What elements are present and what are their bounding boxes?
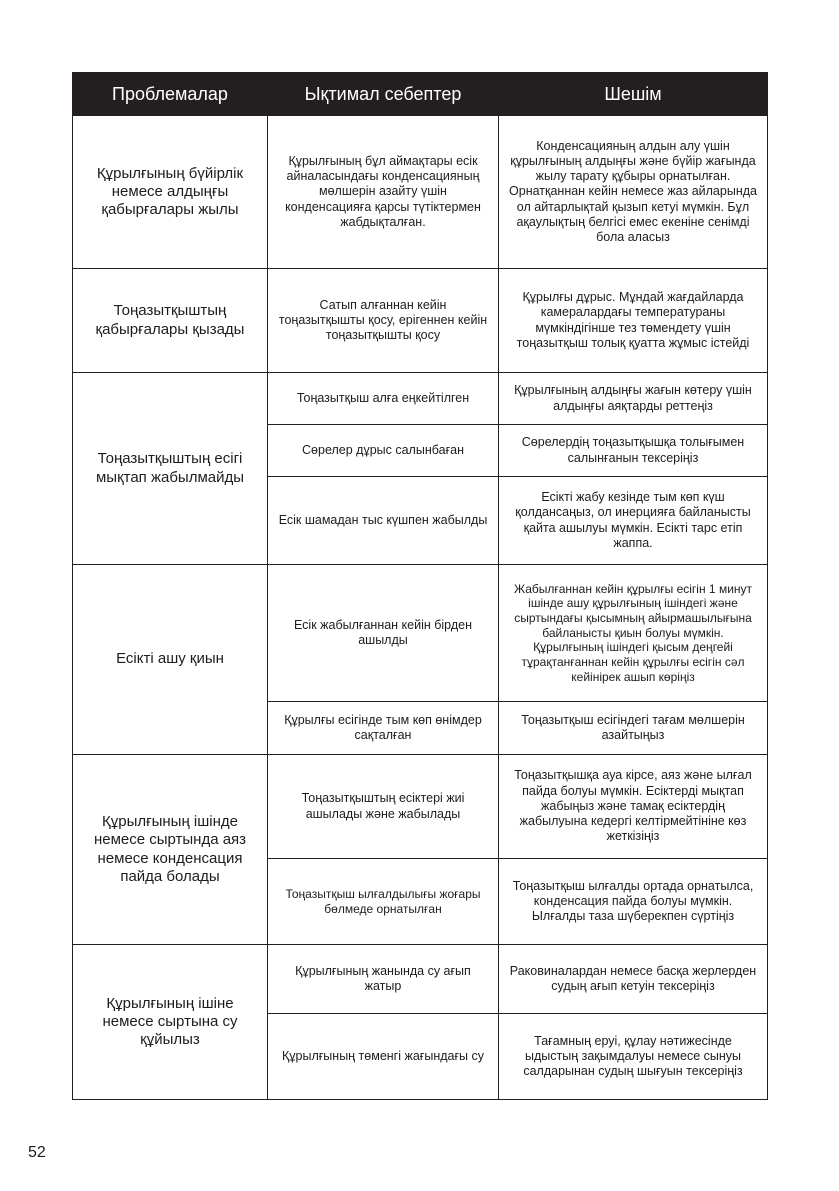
cause-cell: Тоңазытқыш ылғалдылығы жоғары бөлмеде орнатылған <box>268 859 499 945</box>
solution-cell: Құрылғы дұрыс. Мұндай жағдайларда камералардағы температураны мүмкіндігінше тез төмендету үшін тоңазытқыш толық қуатта жұмыс істейді <box>499 269 768 373</box>
cause-cell: Құрылғы есігінде тым көп өнімдер сақталған <box>268 702 499 755</box>
table-row <box>73 116 768 269</box>
cause-cell: Құрылғының төменгі жағындағы су <box>268 1014 499 1100</box>
problem-cell: Есікті ашу қиын <box>73 565 268 755</box>
solution-cell: Тағамның еруі, құлау нәтижесінде ыдыстың зақымдалуы немесе сынуы салдарынан судың шығуын тексеріңіз <box>499 1014 768 1100</box>
solution-cell: Құрылғының алдыңғы жағын көтеру үшін алдыңғы аяқтарды реттеңіз <box>499 373 768 425</box>
problem-cell: Тоңазытқыштың қабырғалары қызады <box>73 269 268 373</box>
cause-cell: Тоңазытқыштың есіктері жиі ашылады және жабылады <box>268 755 499 859</box>
troubleshooting-table <box>72 72 768 1100</box>
cause-cell: Есік шамадан тыс күшпен жабылды <box>268 477 499 565</box>
cause-cell: Құрылғының бұл аймақтары есік айналасындағы конденсацияның мөлшерін азайту үшін конденсацияға қарсы түтіктермен жабдықталған. <box>268 116 499 269</box>
table-row <box>73 565 768 702</box>
solution-cell: Тоңазытқыш есігіндегі тағам мөлшерін азайтыңыз <box>499 702 768 755</box>
header-solution: Шешім <box>499 73 768 116</box>
table-header-row <box>73 73 768 116</box>
cause-cell: Есік жабылғаннан кейін бірден ашылды <box>268 565 499 702</box>
cause-cell: Сөрелер дұрыс салынбаған <box>268 425 499 477</box>
solution-cell: Тоңазытқышқа ауа кірсе, аяз және ылғал пайда болуы мүмкін. Есіктерді мықтап жабыңыз және тамақ есіктердің жабылуына кедергі келтірмейтініне көз жеткізіңіз <box>499 755 768 859</box>
solution-cell: Сөрелердің тоңазытқышқа толығымен салынғанын тексеріңіз <box>499 425 768 477</box>
cause-cell: Тоңазытқыш алға еңкейтілген <box>268 373 499 425</box>
cause-cell: Сатып алғаннан кейін тоңазытқышты қосу, ерігеннен кейін тоңазытқышты қосу <box>268 269 499 373</box>
solution-cell: Есікті жабу кезінде тым көп күш қолдансаңыз, ол инерцияға байланысты қайта ашылуы мүмкін. Есікті тарс етіп жаппа. <box>499 477 768 565</box>
table-row <box>73 269 768 373</box>
header-causes: Ықтимал себептер <box>268 73 499 116</box>
problem-cell: Тоңазытқыштың есігі мықтап жабылмайды <box>73 373 268 565</box>
header-problems: Проблемалар <box>73 73 268 116</box>
table-row <box>73 755 768 859</box>
solution-cell: Тоңазытқыш ылғалды ортада орнатылса, конденсация пайда болуы мүмкін. Ылғалды таза шүберекпен сүртіңіз <box>499 859 768 945</box>
problem-cell: Құрылғының ішіне немесе сыртына су құйылыз <box>73 945 268 1100</box>
table-row <box>73 945 768 1014</box>
problem-cell: Құрылғының ішінде немесе сыртында аяз немесе конденсация пайда болады <box>73 755 268 945</box>
solution-cell: Жабылғаннан кейін құрылғы есігін 1 минут ішінде ашу құрылғының ішіндегі және сыртындағы қысымның айырмашылығына байланысты қиын болуы мүмкін. Құрылғының ішіндегі қысым деңгейі тұрақтанғаннан кейін құрылғы есігін сәл кейінірек ашып көріңіз <box>499 565 768 702</box>
problem-cell: Құрылғының бүйірлік немесе алдыңғы қабырғалары жылы <box>73 116 268 269</box>
page-number: 52 <box>28 1144 46 1161</box>
cause-cell: Құрылғының жанында су ағып жатыр <box>268 945 499 1014</box>
table-row <box>73 373 768 425</box>
solution-cell: Конденсацияның алдын алу үшін құрылғының алдыңғы және бүйір жағында жылу тарату құбыры орнатылған. Орнатқаннан кейін немесе жаз айларында ол айтарлықтай қызып кетуі мүмкін. Бұл ақаулықтың белгісі емес екеніне сенімді бола аласыз <box>499 116 768 269</box>
solution-cell: Раковиналардан немесе басқа жерлерден судың ағып кетуін тексеріңіз <box>499 945 768 1014</box>
